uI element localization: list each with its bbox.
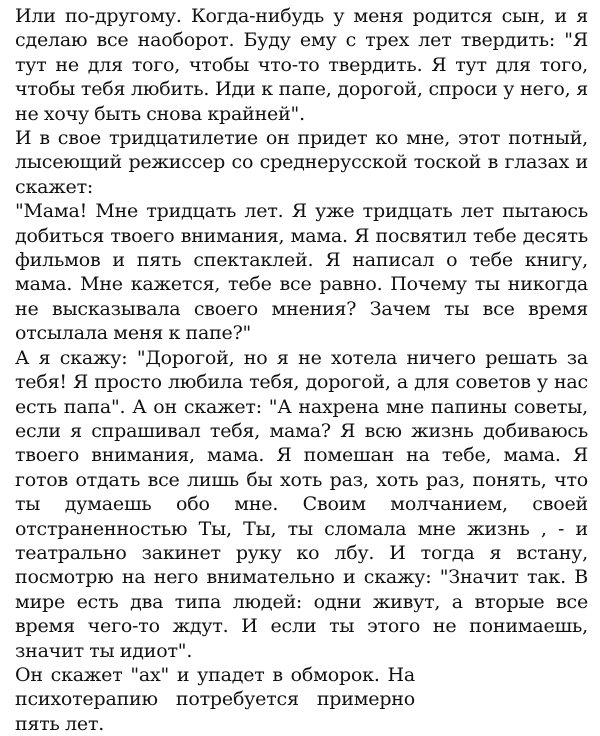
paragraph-3: "Мама! Мне тридцать лет. Я уже тридцать лет пытаюсь добиться твоего внимания, мама. Я посвятил тебе десять фильмов и пять спектаклей. Я написал о тебе книгу, мама. Мне кажется, тебе все равно. Почему ты никогда не высказывала своего мнения? Зачем ты все время отсылала меня к папе?" <box>15 200 588 345</box>
paragraph-1: Или по-другому. Когда-нибудь у меня родится сын, и я сделаю все наоборот. Буду ему с трех лет твердить: "Я тут не для того, чтобы что-то твердить. Я тут для того, чтобы тебя любить. Иди к папе, дорогой, спроси у него, я не хочу быть снова крайней". <box>15 5 588 125</box>
paragraph-5: Он скажет "ах" и упадет в обморок. На психотерапию потребуется примерно пять лет. <box>15 663 415 735</box>
paragraph-2: И в свое тридцатилетие он придет ко мне, этот потный, лысеющий режиссер со среднерусской тоской в глазах и скажет: <box>15 127 588 198</box>
paragraph-4: А я скажу: "Дорогой, но я не хотела ничего решать за тебя! Я просто любила тебя, дорогой, а для советов у нас есть папа". А он скажет: "А нахрена мне папины советы, если я спрашивал тебя, мама? Я всю жизнь добиваюсь твоего внимания, мама. Я помешан на тебе, мама. Я готов отдать все лишь бы хоть раз, хоть раз, понять, что ты думаешь обо мне. Своим молчанием, своей отстраненностью Ты, Ты, ты сломала мне жизнь , - и театрально закинет руку ко лбу. И тогда я встану, посмотрю на него внимательно и скажу: "Значит так. В мире есть два типа людей: одни живут, а вторые все время чего-то ждут. И если ты этого не понимаешь, значит ты идиот". <box>15 346 588 662</box>
